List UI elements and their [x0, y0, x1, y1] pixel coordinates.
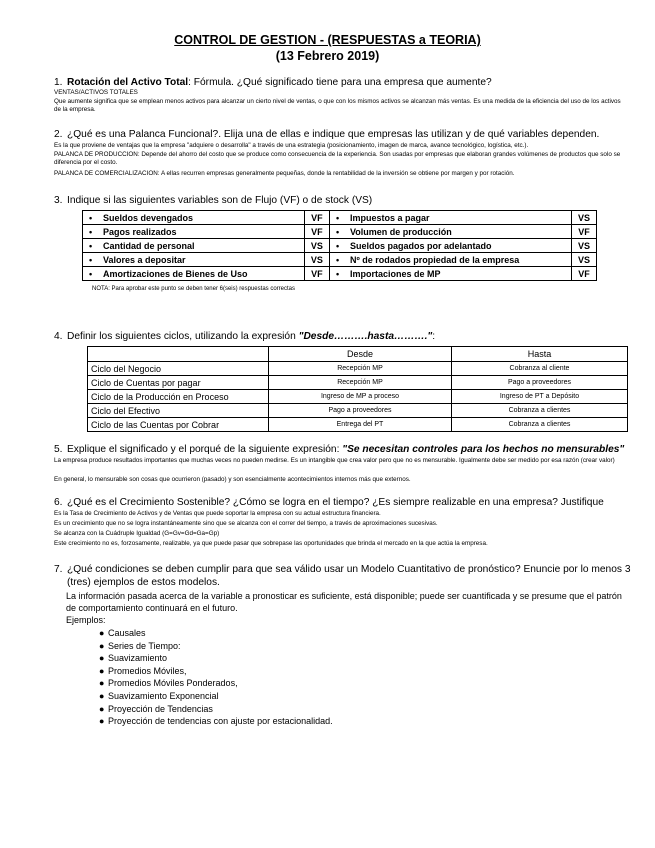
- example-label: Causales: [108, 628, 146, 638]
- flow-stock-item: [329, 225, 571, 239]
- flow-stock-value: VS: [304, 239, 329, 253]
- bullet-icon: •: [335, 240, 340, 251]
- table-row: [88, 362, 628, 376]
- flow-stock-value: VF: [304, 267, 329, 281]
- answer-2-production: PALANCA DE PRODUCCION: Depende del ahorro del costo que se produce como consecuencia de la experiencia. Son usadas por empresas que elaboran grandes volúmenes de productos que solo se diferencia por el costo.: [54, 151, 621, 167]
- q3-note: NOTA: Para aprobar este punto se deben tener 6(seis) respuestas correctas: [92, 286, 295, 292]
- flow-stock-item: [329, 253, 571, 267]
- bullet-icon: •: [335, 212, 340, 223]
- answer-6-line-3: Se alcanza con la Cuádruple Igualdad (G=Gv=Gd=Ga=Gp): [54, 530, 220, 537]
- list-item: [99, 677, 333, 690]
- bullet-icon: ●: [99, 640, 105, 651]
- question-4: [54, 331, 435, 343]
- cycle-hasta: Ingreso de PT a Depósito: [452, 390, 628, 404]
- question-number: 4.: [54, 331, 63, 342]
- bullet-icon: ●: [99, 628, 105, 638]
- table-row: [88, 376, 628, 390]
- question-5: [54, 444, 624, 456]
- bullet-icon: •: [335, 268, 340, 279]
- cycle-hasta: Cobranza al cliente: [452, 362, 628, 376]
- cycle-desde: Ingreso de MP a proceso: [269, 390, 452, 404]
- answer-2-definition: Es la que proviene de ventajas que la empresa "adquiere o desarrolla" a través de una estrategia (posicionamiento, imagen de marca, avance tecnológico, logística, etc.).: [54, 142, 529, 149]
- item-label: Valores a depositar: [103, 254, 186, 265]
- table-row: [83, 211, 597, 225]
- item-label: Nº de rodados propiedad de la empresa: [349, 254, 520, 265]
- question-1: [54, 77, 492, 89]
- item-label: Volumen de producción: [349, 226, 452, 237]
- question-quote: "Desde……….hasta……….": [298, 331, 433, 342]
- example-label: Promedios Móviles,: [108, 665, 187, 676]
- bullet-icon: •: [89, 268, 93, 279]
- question-quote: "Se necesitan controles para los hechos no mensurables": [342, 444, 625, 455]
- list-item: [99, 690, 333, 703]
- question-text: Explique el significado y el porqué de la siguiente expresión:: [67, 444, 343, 455]
- example-label: Proyección de Tendencias: [108, 703, 213, 714]
- cycle-desde: Recepción MP: [269, 376, 452, 390]
- item-label: Pagos realizados: [103, 226, 177, 237]
- question-text: Definir los siguientes ciclos, utilizando la expresión: [67, 331, 299, 342]
- cycle-hasta: Cobranza a clientes: [452, 404, 628, 418]
- flow-stock-value: VF: [571, 225, 596, 239]
- flow-stock-item: [83, 211, 305, 225]
- bullet-icon: ●: [99, 690, 105, 701]
- table-row: [83, 239, 597, 253]
- table-row: [83, 225, 597, 239]
- example-label: Promedios Móviles Ponderados,: [108, 678, 238, 689]
- bullet-icon: ●: [99, 653, 105, 664]
- answer-7-text: La información pasada acerca de la variable a pronosticar es suficiente, está disponible; puede ser cuantificada y se presume que el patrón de comportamiento continuará en el futuro.: [66, 591, 622, 613]
- flow-stock-item: [83, 267, 305, 281]
- table-row: [88, 390, 628, 404]
- question-3: [54, 195, 372, 207]
- cycle-name: Ciclo de la Producción en Proceso: [88, 390, 269, 404]
- question-number: 2.: [54, 129, 63, 140]
- cycle-desde: Entrega del PT: [269, 418, 452, 432]
- cycle-name: Ciclo de Cuentas por pagar: [88, 376, 269, 390]
- table-row: [83, 267, 597, 281]
- question-number: 5.: [54, 444, 63, 455]
- table-row: [88, 418, 628, 432]
- question-lead: Rotación del Activo Total: [67, 77, 189, 88]
- list-item: [99, 652, 333, 665]
- question-7: [54, 564, 630, 576]
- question-text: ¿Qué condiciones se deben cumplir para que sea válido usar un Modelo Cuantitativo de pronóstico? Enuncie por lo menos 3: [67, 564, 631, 575]
- blank-header: [88, 347, 269, 362]
- question-6: [54, 497, 604, 509]
- flow-stock-value: VS: [304, 253, 329, 267]
- answer-6-line-2: Es un crecimiento que no se logra instantáneamente sino que se alcanza con el correr del tiempo, a través de aproximaciones sucesivas.: [54, 520, 438, 527]
- flow-stock-value: VS: [571, 211, 596, 225]
- bullet-icon: •: [89, 240, 93, 251]
- flow-stock-table: [82, 210, 597, 281]
- cycle-hasta: Cobranza a clientes: [452, 418, 628, 432]
- flow-stock-value: VS: [571, 253, 596, 267]
- flow-stock-value: VF: [571, 267, 596, 281]
- examples-list: [99, 627, 333, 728]
- example-label: Series de Tiempo:: [108, 640, 181, 651]
- cycle-name: Ciclo de las Cuentas por Cobrar: [88, 418, 269, 432]
- item-label: Sueldos devengados: [103, 212, 194, 223]
- item-label: Cantidad de personal: [103, 240, 195, 251]
- flow-stock-item: [83, 225, 305, 239]
- cycles-table: [87, 346, 628, 432]
- list-item: [99, 640, 333, 653]
- document-title: CONTROL DE GESTION - (RESPUESTAS a TEORIA): [174, 33, 481, 47]
- flow-stock-value: VF: [304, 211, 329, 225]
- list-item: [99, 627, 333, 640]
- cycle-name: Ciclo del Efectivo: [88, 404, 269, 418]
- hasta-header: Hasta: [452, 347, 628, 362]
- item-label: Impuestos a pagar: [349, 212, 430, 223]
- flow-stock-item: [329, 211, 571, 225]
- list-item: [99, 703, 333, 716]
- list-item: [99, 665, 333, 678]
- example-label: Suavizamiento: [108, 653, 168, 664]
- answer-1-text: Que aumente significa que se emplean menos activos para alcanzar un cierto nivel de ventas, o que con los mismos activos se alcanzan más ventas. Es una medida de la eficiencia del uso de los activos de la empresa.: [54, 98, 621, 114]
- flow-stock-item: [329, 267, 571, 281]
- example-label: Suavizamiento Exponencial: [108, 690, 219, 701]
- question-number: 3.: [54, 195, 63, 206]
- bullet-icon: ●: [99, 665, 105, 676]
- answer-2-commercial: PALANCA DE COMERCIALIZACION: A ellas recurren empresas generalmente pequeñas, donde la rentabilidad de la inversión se obtiene por margen y por rotación.: [54, 170, 515, 177]
- bullet-icon: •: [335, 226, 340, 237]
- question-text: ¿Qué es el Crecimiento Sostenible? ¿Cómo se logra en el tiempo? ¿Es siempre realizable en una empresa? Justifique: [67, 497, 604, 508]
- answer-5-text-2: En general, lo mensurable son cosas que ocurrieron (pasado) y son esencialmente acontecimientos internos más que externos.: [54, 476, 411, 483]
- question-text: : Fórmula. ¿Qué significado tiene para una empresa que aumente?: [188, 77, 492, 88]
- bullet-icon: •: [89, 254, 93, 265]
- question-end: :: [432, 331, 436, 342]
- flow-stock-item: [83, 239, 305, 253]
- desde-header: Desde: [269, 347, 452, 362]
- examples-label: Ejemplos:: [66, 615, 106, 625]
- flow-stock-item: [83, 253, 305, 267]
- question-text: ¿Qué es una Palanca Funcional?. Elija una de ellas e indique que empresas las utilizan y de qué variables dependen.: [67, 129, 600, 140]
- table-row: [83, 253, 597, 267]
- cycle-desde: Pago a proveedores: [269, 404, 452, 418]
- question-number: 6.: [54, 497, 63, 508]
- document-date: (13 Febrero 2019): [275, 49, 380, 63]
- question-2: [54, 129, 599, 141]
- bullet-icon: •: [89, 226, 93, 237]
- answer-6-line-1: Es la Tasa de Crecimiento de Activos y de Ventas que puede soportar la empresa con su actual estructura financiera.: [54, 510, 381, 517]
- cycle-name: Ciclo del Negocio: [88, 362, 269, 376]
- question-number: 1.: [54, 77, 63, 88]
- example-label: Proyección de tendencias con ajuste por estacionalidad.: [108, 716, 333, 727]
- item-label: Sueldos pagados por adelantado: [349, 240, 492, 251]
- flow-stock-value: VS: [571, 239, 596, 253]
- cycle-desde: Recepción MP: [269, 362, 452, 376]
- answer-5-text: La empresa produce resultados importantes que muchas veces no pueden medirse. Es un intangible que crea valor pero que no es mensurable. Igualmente debe ser medido por esa razón (crear valor): [54, 457, 615, 464]
- answer-1-formula: VENTAS/ACTIVOS TOTALES: [54, 89, 138, 96]
- answer-6-line-4: Este crecimiento no es, forzosamente, realizable, ya que puede pasar que sobrepase las oportunidades que brinda el mercado en la que actúa la empresa.: [54, 540, 488, 547]
- bullet-icon: ●: [99, 716, 105, 727]
- item-label: Importaciones de MP: [349, 268, 441, 279]
- cycle-hasta: Pago a proveedores: [452, 376, 628, 390]
- question-text: Indique si las siguientes variables son de Flujo (VF) o de stock (VS): [67, 195, 373, 206]
- flow-stock-item: [329, 239, 571, 253]
- question-number: 7.: [54, 564, 63, 575]
- question-7-line-2: (tres) ejemplos de estos modelos.: [67, 577, 220, 588]
- bullet-icon: ●: [99, 703, 105, 714]
- bullet-icon: •: [335, 254, 340, 265]
- list-item: [99, 715, 333, 728]
- flow-stock-value: VF: [304, 225, 329, 239]
- table-row: [88, 404, 628, 418]
- item-label: Amortizaciones de Bienes de Uso: [103, 268, 248, 279]
- bullet-icon: ●: [99, 678, 105, 689]
- bullet-icon: •: [89, 212, 93, 223]
